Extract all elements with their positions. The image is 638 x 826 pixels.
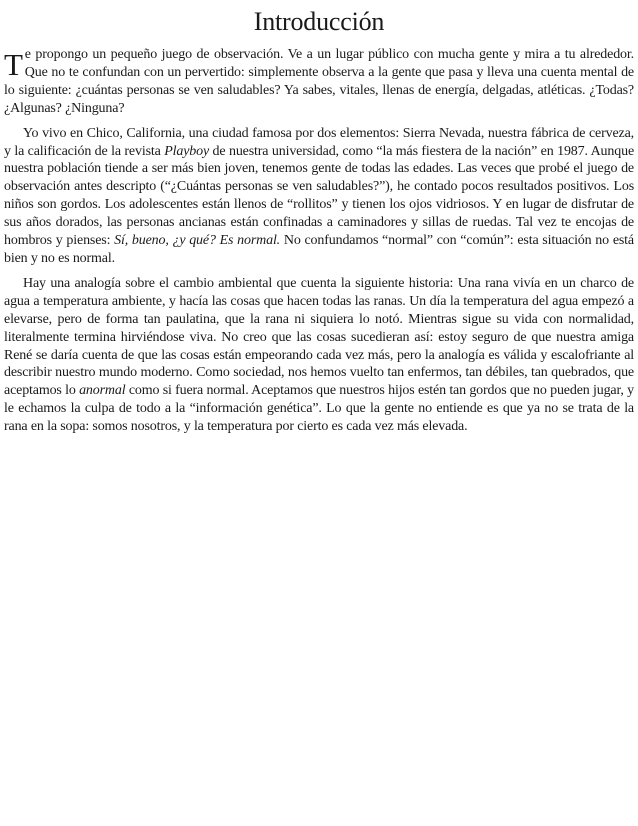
paragraph-2 (4, 125, 634, 268)
paragraph-3 (4, 275, 634, 436)
chapter-title: Introducción (253, 7, 385, 36)
paragraph-1 (4, 46, 634, 118)
paragraph-3-text-a: Hay una analogía sobre el cambio ambiental que cuenta la siguiente historia: Una rana vivía en un charco de agua a temperatura ambiente, y hacía las cosas que hacen todas las ranas. Un día la temperatura del agua empezó a elevarse, pero de forma tan paulatina, que la rana ni siquiera lo notó. Mientras sigue su vida con normalidad, literalmente termina hirviéndose viva. No creo que las cosas sucedieran así: estoy seguro de que nuestra amiga René se daría cuenta de que las cosas están empeorando cada vez más, pero la analogía es válida y escalofriante al describir nuestro mundo moderno. Como sociedad, nos hemos vuelto tan enfermos, tan débiles, tan quebrados, que aceptamos lo (4, 275, 634, 399)
emphasis-italic: anormal (79, 383, 126, 399)
paragraph-2-text-c: No confundamos “normal” con “común”: esta situación no está bien y no es normal. (4, 233, 634, 266)
paragraph-2-text-b: de nuestra universidad, como “la más fiestera de la nación” en 1987. Aunque nuestra población tiende a ser más bien joven, tenemos gente de todas las edades. Las veces que probé el juego de observación antes descripto (“¿Cuántas personas se ven saludables?”), he contado pocos resultados positivos. Los niños son gordos. Los adolescentes están llenos de “rollitos” y tienen los ojos vidriosos. Y en lugar de disfrutar de sus años dorados, las personas ancianas están confinadas a caminadores y sillas de ruedas. Tal vez te encojas de hombros y pienses: (4, 143, 635, 249)
inner-thought-italic: Sí, bueno, ¿y qué? Es normal. (114, 233, 281, 249)
chapter-body (4, 46, 634, 436)
drop-cap-letter: T (4, 47, 23, 82)
paragraph-3-text-b: como si fuera normal. Aceptamos que nuestros hijos estén tan gordos que no pueden jugar, y le echamos la culpa de todo a la “información genética”. Lo que la gente no entiende es que ya no se trata de la rana en la sopa: somos nosotros, y la temperatura por cierto es cada vez más elevada. (4, 383, 634, 435)
paragraph-1-text: e propongo un pequeño juego de observación. Ve a un lugar público con mucha gente y mira a tu alrededor. Que no te confundan con un pervertido: simplemente observa a la gente que pasa y lleva una cuenta mental de lo siguiente: ¿cuántas personas se ven saludables? Ya sabes, vitales, llenas de energía, delgadas, atléticas. ¿Todas? ¿Algunas? ¿Ninguna? (4, 47, 634, 116)
paragraph-2-text-a: Yo vivo en Chico, California, una ciudad famosa por dos elementos: Sierra Nevada, nuestra fábrica de cerveza, y la calificación de la revista (4, 125, 634, 159)
magazine-name-italic: Playboy (164, 143, 210, 159)
